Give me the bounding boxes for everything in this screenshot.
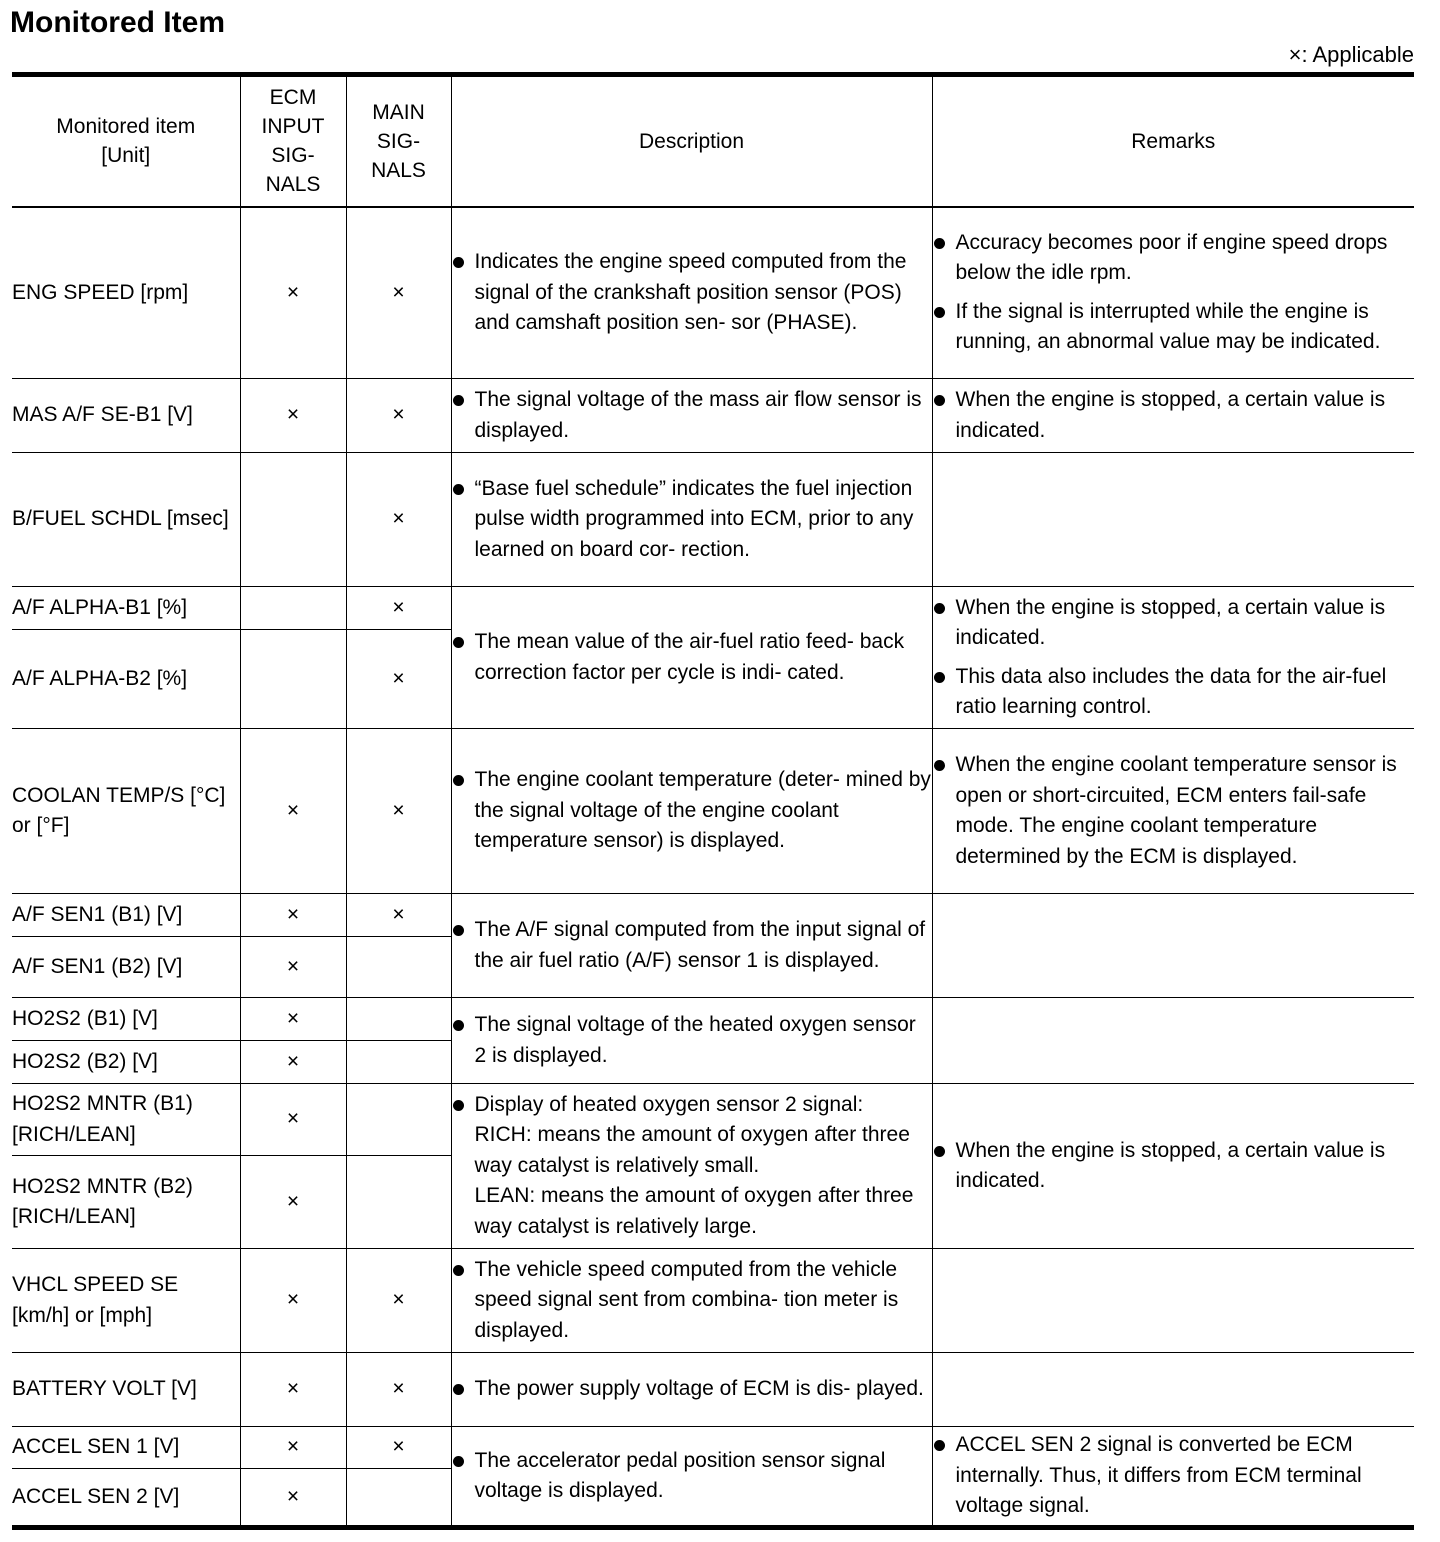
main-mark: × (346, 630, 451, 729)
description-cell (451, 998, 932, 1084)
remark-bullet: When the engine is stopped, a certain value is indicated. (933, 385, 1415, 446)
remark-bullet: When the engine coolant temperature sensor is open or short-circuited, ECM enters fail-safe mode. The engine coolant temperature determined by the ECM is displayed. (933, 750, 1415, 872)
description-cell (451, 453, 932, 587)
item-af-alpha-b2: A/F ALPHA-B2 [%] (12, 630, 240, 729)
header-remarks: Remarks (932, 75, 1414, 207)
main-mark (346, 937, 451, 998)
remark-bullet: ACCEL SEN 2 signal is converted be ECM internally. Thus, it differs from ECM terminal voltage signal. (933, 1430, 1415, 1522)
header-main-signals: MAIN SIG- NALS (346, 75, 451, 207)
ecm-mark: × (240, 1249, 346, 1353)
item-eng-speed: ENG SPEED [rpm] (12, 207, 240, 379)
item-ho2s2-mntr-b2: HO2S2 MNTR (B2) [RICH/LEAN] (12, 1156, 240, 1249)
description-rich: RICH: means the amount of oxygen after three way catalyst is relatively small. (474, 1123, 910, 1177)
remarks-cell (932, 1249, 1414, 1353)
item-af-sen1-b2: A/F SEN1 (B2) [V] (12, 937, 240, 998)
remarks-cell (932, 998, 1414, 1084)
item-accel-sen-2: ACCEL SEN 2 [V] (12, 1469, 240, 1528)
remarks-cell (932, 1427, 1414, 1528)
table-row (12, 998, 1414, 1041)
description-bullet: The accelerator pedal position sensor signal voltage is displayed. (452, 1446, 932, 1507)
item-af-sen1-b1: A/F SEN1 (B1) [V] (12, 894, 240, 937)
ecm-mark (240, 630, 346, 729)
monitored-item-table (12, 72, 1414, 1530)
ecm-mark: × (240, 1041, 346, 1084)
description-bullet: Indicates the engine speed computed from the signal of the crankshaft position sensor (POS) and camshaft position sen- sor (PHASE). (452, 247, 932, 339)
header-ecm-input-signals: ECM INPUT SIG- NALS (240, 75, 346, 207)
item-coolan-temp: COOLAN TEMP/S [°C] or [°F] (12, 729, 240, 894)
ecm-mark: × (240, 1427, 346, 1469)
ecm-mark: × (240, 937, 346, 998)
description-bullet: The mean value of the air-fuel ratio feed- back correction factor per cycle is indi- cated. (452, 627, 932, 688)
description-cell (451, 1249, 932, 1353)
main-mark: × (346, 453, 451, 587)
header-monitored-item: Monitored item [Unit] (12, 75, 240, 207)
remark-bullet: When the engine is stopped, a certain value is indicated. (933, 1136, 1415, 1197)
header-row (12, 75, 1414, 207)
ecm-mark: × (240, 729, 346, 894)
ecm-mark: × (240, 207, 346, 379)
table-row (12, 207, 1414, 379)
item-accel-sen-1: ACCEL SEN 1 [V] (12, 1427, 240, 1469)
main-mark: × (346, 894, 451, 937)
ecm-mark: × (240, 1353, 346, 1427)
applicable-legend: ×: Applicable (1288, 42, 1414, 67)
main-mark (346, 998, 451, 1041)
description-cell (451, 207, 932, 379)
header-description: Description (451, 75, 932, 207)
item-bfuel-schdl: B/FUEL SCHDL [msec] (12, 453, 240, 587)
item-mas-af: MAS A/F SE-B1 [V] (12, 379, 240, 453)
main-mark: × (346, 1249, 451, 1353)
ecm-mark: × (240, 894, 346, 937)
main-mark: × (346, 587, 451, 630)
description-bullet: The vehicle speed computed from the vehicle speed signal sent from combina- tion meter is displayed. (452, 1255, 932, 1347)
ecm-mark (240, 587, 346, 630)
table-row (12, 1353, 1414, 1427)
table-row (12, 1084, 1414, 1156)
description-cell (451, 1353, 932, 1427)
description-bullet: The signal voltage of the mass air flow sensor is displayed. (452, 385, 932, 446)
description-bullet: The signal voltage of the heated oxygen sensor 2 is displayed. (452, 1010, 932, 1071)
description-lean: LEAN: means the amount of oxygen after three way catalyst is relatively large. (474, 1184, 914, 1238)
table-row (12, 587, 1414, 630)
table-row (12, 729, 1414, 894)
item-vhcl-speed: VHCL SPEED SE [km/h] or [mph] (12, 1249, 240, 1353)
item-ho2s2-mntr-b1: HO2S2 MNTR (B1) [RICH/LEAN] (12, 1084, 240, 1156)
main-mark: × (346, 379, 451, 453)
ecm-mark: × (240, 998, 346, 1041)
remarks-cell (932, 1084, 1414, 1249)
remark-bullet: If the signal is interrupted while the engine is running, an abnormal value may be indicated. (933, 297, 1415, 358)
page-title: Monitored Item (10, 6, 225, 39)
item-battery-volt: BATTERY VOLT [V] (12, 1353, 240, 1427)
remarks-cell (932, 894, 1414, 998)
remarks-cell (932, 379, 1414, 453)
remark-bullet: When the engine is stopped, a certain value is indicated. (933, 593, 1415, 654)
remark-bullet: This data also includes the data for the air-fuel ratio learning control. (933, 662, 1415, 723)
item-ho2s2-b1: HO2S2 (B1) [V] (12, 998, 240, 1041)
description-bullet: The A/F signal computed from the input signal of the air fuel ratio (A/F) sensor 1 is displayed. (452, 915, 932, 976)
remarks-cell (932, 1353, 1414, 1427)
ecm-mark (240, 453, 346, 587)
description-bullet: The engine coolant temperature (deter- mined by the signal voltage of the engine coolant temperature sensor) is displayed. (452, 765, 932, 857)
table-row (12, 894, 1414, 937)
remarks-cell (932, 453, 1414, 587)
ecm-mark: × (240, 1156, 346, 1249)
remarks-cell (932, 207, 1414, 379)
ecm-mark: × (240, 1084, 346, 1156)
table-row (12, 1427, 1414, 1469)
description-cell (451, 587, 932, 729)
ecm-mark: × (240, 379, 346, 453)
description-cell (451, 379, 932, 453)
description-cell (451, 1084, 932, 1249)
item-af-alpha-b1: A/F ALPHA-B1 [%] (12, 587, 240, 630)
main-mark: × (346, 1353, 451, 1427)
remarks-cell (932, 587, 1414, 729)
main-mark: × (346, 729, 451, 894)
table-row (12, 1249, 1414, 1353)
main-mark (346, 1156, 451, 1249)
description-lead: Display of heated oxygen sensor 2 signal: (474, 1092, 864, 1116)
description-cell (451, 894, 932, 998)
table-row (12, 453, 1414, 587)
item-ho2s2-b2: HO2S2 (B2) [V] (12, 1041, 240, 1084)
description-bullet (452, 1090, 932, 1243)
remarks-cell (932, 729, 1414, 894)
description-bullet: “Base fuel schedule” indicates the fuel injection pulse width programmed into ECM, prior to any learned on board cor- rection. (452, 474, 932, 566)
main-mark (346, 1469, 451, 1528)
main-mark (346, 1084, 451, 1156)
description-bullet: The power supply voltage of ECM is dis- played. (452, 1374, 932, 1405)
table-row (12, 379, 1414, 453)
main-mark: × (346, 1427, 451, 1469)
description-cell (451, 1427, 932, 1528)
description-cell (451, 729, 932, 894)
main-mark (346, 1041, 451, 1084)
main-mark: × (346, 207, 451, 379)
remark-bullet: Accuracy becomes poor if engine speed drops below the idle rpm. (933, 228, 1415, 289)
ecm-mark: × (240, 1469, 346, 1528)
